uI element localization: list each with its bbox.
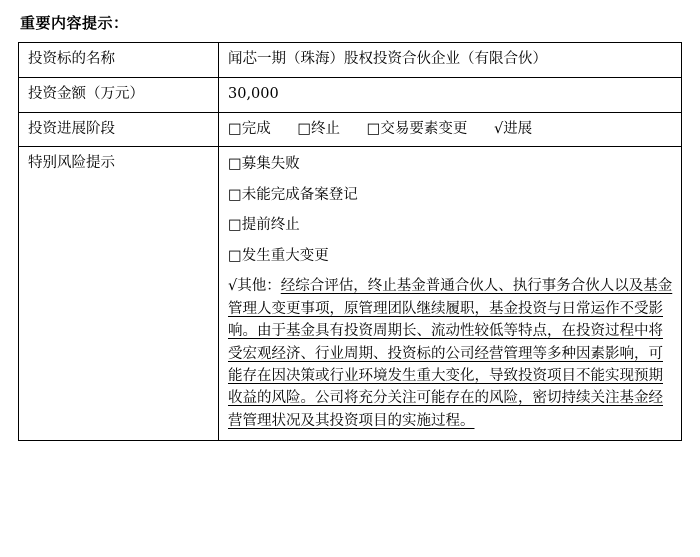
label-other: 其他： (237, 278, 281, 295)
option-label-in-progress: 进展 (503, 120, 533, 137)
list-item[interactable] (228, 245, 673, 267)
checkbox-early-termination[interactable]: □ (228, 217, 242, 234)
risk-option-list (228, 153, 673, 432)
investment-info-table (18, 42, 682, 441)
label-filing-incomplete: 未能完成备案登记 (241, 186, 358, 203)
label-major-change: 发生重大变更 (241, 247, 329, 264)
other-detail-text: 经综合评估，终止基金普通合伙人、执行事务合伙人以及基金管理人变更事项，原管理团队继续履职，基金投资与日常运作不受影响。由于基金具有投资周期长、流动性较低等特点，在投资过程中将受宏观经济、行业周期、投资标的公司经营管理等多种因素影响，可能存在因决策或行业环境发生重大变化，导致投资项目不能实现预期收益的风险。公司将充分关注可能存在的风险，密切持续关注基金经营管理状况及其投资项目的实施过程。 (228, 278, 673, 429)
checkbox-major-change[interactable]: □ (228, 247, 242, 264)
row-value-investment-amount: 30,000 (219, 77, 682, 112)
page-title: 重要内容提示： (20, 14, 129, 32)
checkbox-terms-changed[interactable]: □ (366, 120, 381, 137)
list-item[interactable] (228, 214, 673, 236)
option-terms-changed[interactable] (367, 121, 468, 137)
list-item[interactable] (228, 275, 673, 432)
row-label-investment-amount: 投资金额（万元） (19, 77, 219, 112)
checkbox-completed[interactable]: □ (228, 120, 242, 137)
checkbox-terminated[interactable]: □ (297, 120, 312, 137)
option-in-progress[interactable] (494, 121, 532, 137)
option-terminated[interactable] (297, 121, 340, 137)
row-label-investment-stage: 投资进展阶段 (19, 112, 219, 147)
checkbox-in-progress[interactable]: √ (493, 120, 504, 137)
table-row (19, 112, 682, 147)
row-label-investment-name: 投资标的名称 (19, 43, 219, 78)
option-label-terms-changed: 交易要素变更 (380, 120, 468, 137)
option-label-terminated: 终止 (311, 120, 341, 137)
checkbox-filing-incomplete[interactable]: □ (228, 186, 242, 203)
table-row (19, 43, 682, 78)
list-item[interactable] (228, 153, 673, 175)
table-row (19, 77, 682, 112)
row-value-investment-stage (219, 112, 682, 147)
table-row (19, 147, 682, 441)
checkbox-fundraising-failed[interactable]: □ (228, 156, 242, 173)
label-early-termination: 提前终止 (241, 217, 300, 234)
row-label-risk-notice: 特别风险提示 (19, 147, 219, 441)
row-value-investment-name: 闻芯一期（珠海）股权投资合伙企业（有限合伙） (219, 43, 682, 78)
label-fundraising-failed: 募集失败 (241, 156, 300, 173)
list-item[interactable] (228, 184, 673, 206)
option-label-completed: 完成 (241, 120, 271, 137)
checkbox-other[interactable]: √ (228, 278, 238, 295)
row-value-risk-notice (219, 147, 682, 441)
option-completed[interactable] (228, 121, 271, 137)
